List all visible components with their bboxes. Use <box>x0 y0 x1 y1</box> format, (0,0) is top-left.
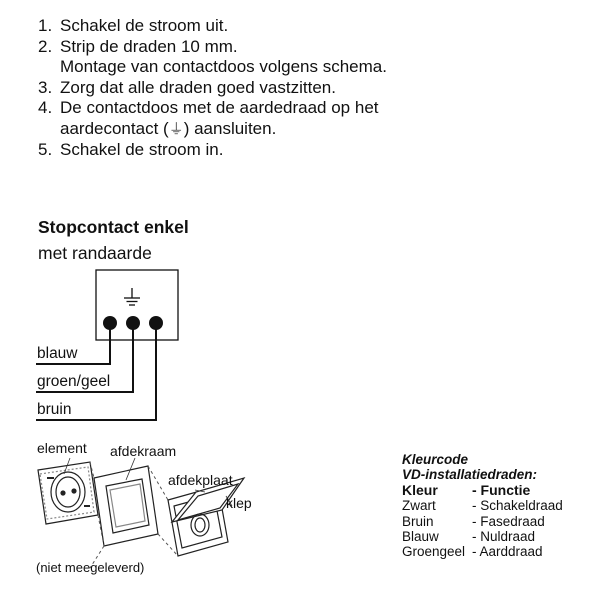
legend-table <box>402 483 563 560</box>
step-text: De contactdoos met de aardedraad op het <box>60 98 379 117</box>
assembly-guide-lines <box>90 462 178 568</box>
ground-symbol-icon: ⏚ <box>168 120 184 138</box>
step-number: 1. <box>38 16 53 35</box>
earth-ground-icon <box>124 288 140 305</box>
wire-label-blauw: blauw <box>37 345 78 362</box>
label-element: element <box>37 440 87 456</box>
legend-header-row <box>402 483 563 498</box>
legend-kleur: Zwart <box>402 498 436 514</box>
legend-row <box>402 498 563 513</box>
step-number: 2. <box>38 36 53 56</box>
legend-row <box>402 544 563 559</box>
step-text: Schakel de stroom uit. <box>60 16 229 35</box>
legend-header-kleur: Kleur <box>402 481 438 498</box>
legend-functie: - Nuldraad <box>472 529 536 545</box>
step-text: Montage van contactdoos volgens schema. <box>60 57 387 76</box>
step-text: Schakel de stroom in. <box>60 140 224 159</box>
legend-subtitle: VD-installatiedraden: <box>402 467 538 483</box>
afdekplaat-klep-illustration <box>168 478 244 556</box>
step-number: 3. <box>38 77 53 97</box>
step-text: Strip de draden 10 mm. <box>60 36 238 56</box>
legend-kleur: Bruin <box>402 513 434 529</box>
afdekraam-illustration <box>94 466 158 546</box>
legend-functie: - Schakeldraad <box>472 498 563 514</box>
color-code-legend <box>402 452 563 560</box>
legend-kleur: Groengeel <box>402 544 466 560</box>
step-text: aardecontact ( <box>60 118 169 138</box>
legend-row <box>402 514 563 529</box>
diagram-subtitle: met randaarde <box>38 243 152 263</box>
step-text: Zorg dat alle draden goed vastzitten. <box>60 77 336 97</box>
legend-row <box>402 529 563 544</box>
label-klep: klep <box>226 495 252 511</box>
wire-label-bruin: bruin <box>37 401 72 418</box>
legend-functie: - Fasedraad <box>472 513 545 529</box>
step-number: 5. <box>38 140 53 159</box>
element-illustration <box>38 462 98 524</box>
step-number: 4. <box>38 98 53 117</box>
diagram-title: Stopcontact enkel <box>38 217 189 237</box>
legend-functie: - Aarddraad <box>472 544 543 560</box>
legend-title: Kleurcode <box>402 452 469 467</box>
not-included-note: (niet meegeleverd) <box>36 560 145 575</box>
label-afdekraam: afdekraam <box>110 443 177 459</box>
legend-kleur: Blauw <box>402 529 439 545</box>
step-text: ) aansluiten. <box>183 118 277 138</box>
label-afdekplaat: afdekplaat <box>168 472 233 488</box>
legend-header-functie: - Functie <box>472 481 531 498</box>
wire-label-groen-geel: groen/geel <box>37 373 111 390</box>
